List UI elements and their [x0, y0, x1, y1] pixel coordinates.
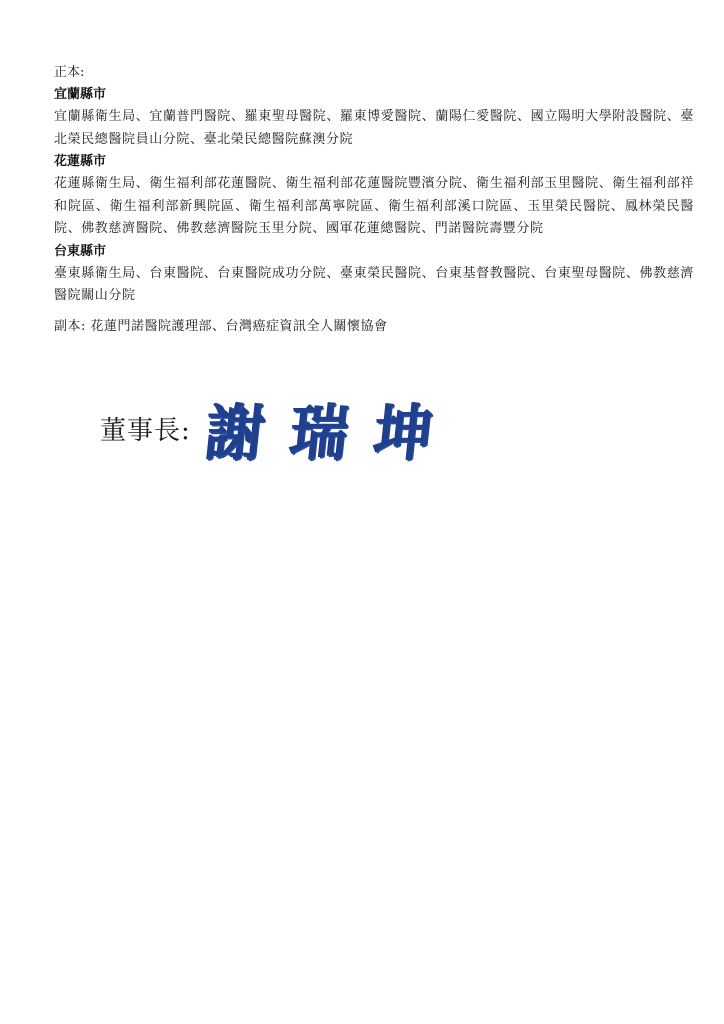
section-heading-taitung: 台東縣市 — [54, 243, 107, 259]
section-text-taitung: 臺東縣衛生局、台東醫院、台東醫院成功分院、臺東榮民醫院、台東基督教醫院、台東聖母醫院、佛教慈濟醫院關山分院 — [54, 265, 694, 303]
main-recipients-label: 正本: — [54, 65, 85, 80]
signature-block — [100, 388, 462, 469]
copy-recipients-text: 花蓮門諾醫院護理部、台灣癌症資訊全人關懷協會 — [90, 318, 388, 334]
copy-recipients-label: 副本: — [54, 318, 86, 334]
spacer — [54, 308, 694, 316]
section-heading-hualien: 花蓮縣市 — [54, 154, 107, 169]
document-body — [54, 62, 694, 338]
section-text-hualien: 花蓮縣衛生局、衛生福利部花蓮醫院、衛生福利部花蓮醫院豐濱分院、衛生福利部玉里醫院、衛生福利部祥和院區、衛生福利部新興院區、衛生福利部萬寧院區、衛生福利部溪口院區、玉里榮民醫院、鳳林榮民醫院、佛教慈濟醫院、佛教慈濟醫院玉里分院、國軍花蓮總醫院、門諾醫院壽豐分院 — [54, 176, 694, 236]
section-heading-yilan: 宜蘭縣市 — [54, 87, 107, 102]
section-text-yilan: 宜蘭縣衛生局、宜蘭普門醫院、羅東聖母醫院、羅東博愛醫院、蘭陽仁愛醫院、國立陽明大學附設醫院、臺北榮民總醫院員山分院、臺北榮民總醫院蘇澳分院 — [54, 109, 694, 147]
chairman-title: 董事長: — [100, 415, 191, 446]
copy-recipients-line — [54, 316, 694, 338]
chairman-signature: 謝瑞坤 — [202, 397, 462, 469]
